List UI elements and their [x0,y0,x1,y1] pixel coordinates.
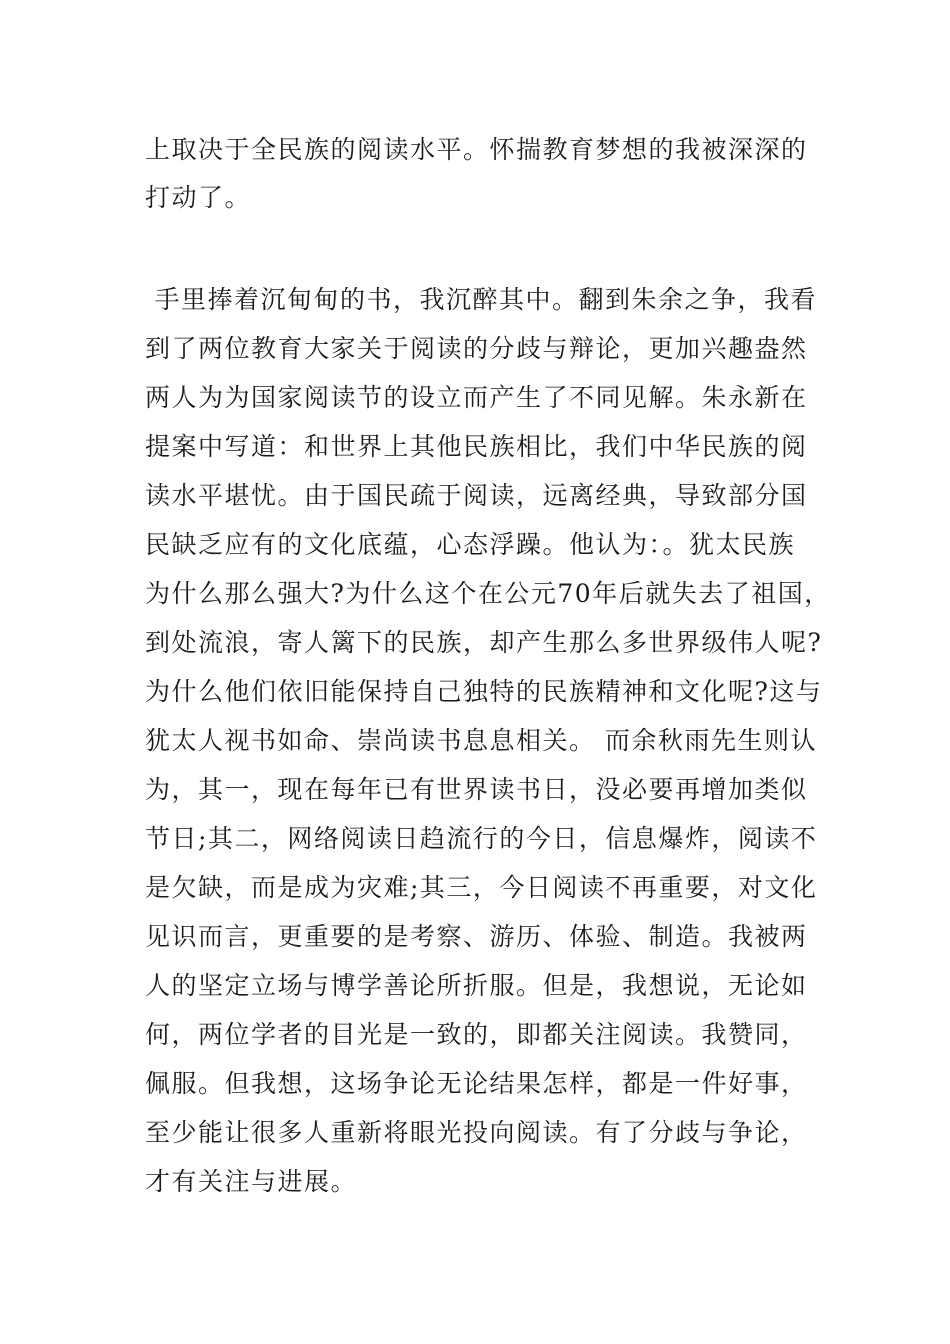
text-line: 手里捧着沉甸甸的书，我沉醉其中。翻到朱余之争，我看 [145,285,817,314]
text-line: 为什么他们依旧能保持自己独特的民族精神和文化呢?这与 [145,677,823,706]
text-line: 到了两位教育大家关于阅读的分歧与辩论，更加兴趣盎然 [145,334,808,363]
text-line: 两人为为国家阅读节的设立而产生了不同见解。朱永新在 [145,383,808,412]
text-line: 提案中写道：和世界上其他民族相比，我们中华民族的阅 [145,432,808,461]
text-line: 犹太人视书如命、崇尚读书息息相关。 而余秋雨先生则认 [145,726,817,755]
text-line: 为，其一，现在每年已有世界读书日，没必要再增加类似 [145,775,808,804]
text-line: 上取决于全民族的阅读水平。怀揣教育梦想的我被深深的 [145,135,808,164]
text-line: 读水平堪忧。由于国民疏于阅读，远离经典，导致部分国 [145,481,808,510]
text-line: 才有关注与进展。 [145,1167,358,1196]
text-line: 打动了。 [145,183,252,212]
text-line: 为什么那么强大?为什么这个在公元70年后就失去了祖国， [145,579,831,608]
text-line: 见识而言，更重要的是考察、游历、体验、制造。我被两 [145,922,808,951]
text-line: 到处流浪，寄人篱下的民族，却产生那么多世界级伟人呢? [145,628,823,657]
text-line: 人的坚定立场与博学善论所折服。但是，我想说，无论如 [145,971,808,1000]
text-line: 节日;其二，网络阅读日趋流行的今日，信息爆炸，阅读不 [145,824,818,853]
text-line: 佩服。但我想，这场争论无论结果怎样，都是一件好事， [145,1069,808,1098]
text-line: 至少能让很多人重新将眼光投向阅读。有了分歧与争论， [145,1118,808,1147]
text-line: 是欠缺，而是成为灾难;其三，今日阅读不再重要，对文化 [145,873,818,902]
text-line: 民缺乏应有的文化底蕴，心态浮躁。他认为：。犹太民族 [145,530,796,559]
text-line: 何，两位学者的目光是一致的，即都关注阅读。我赞同， [145,1020,808,1049]
